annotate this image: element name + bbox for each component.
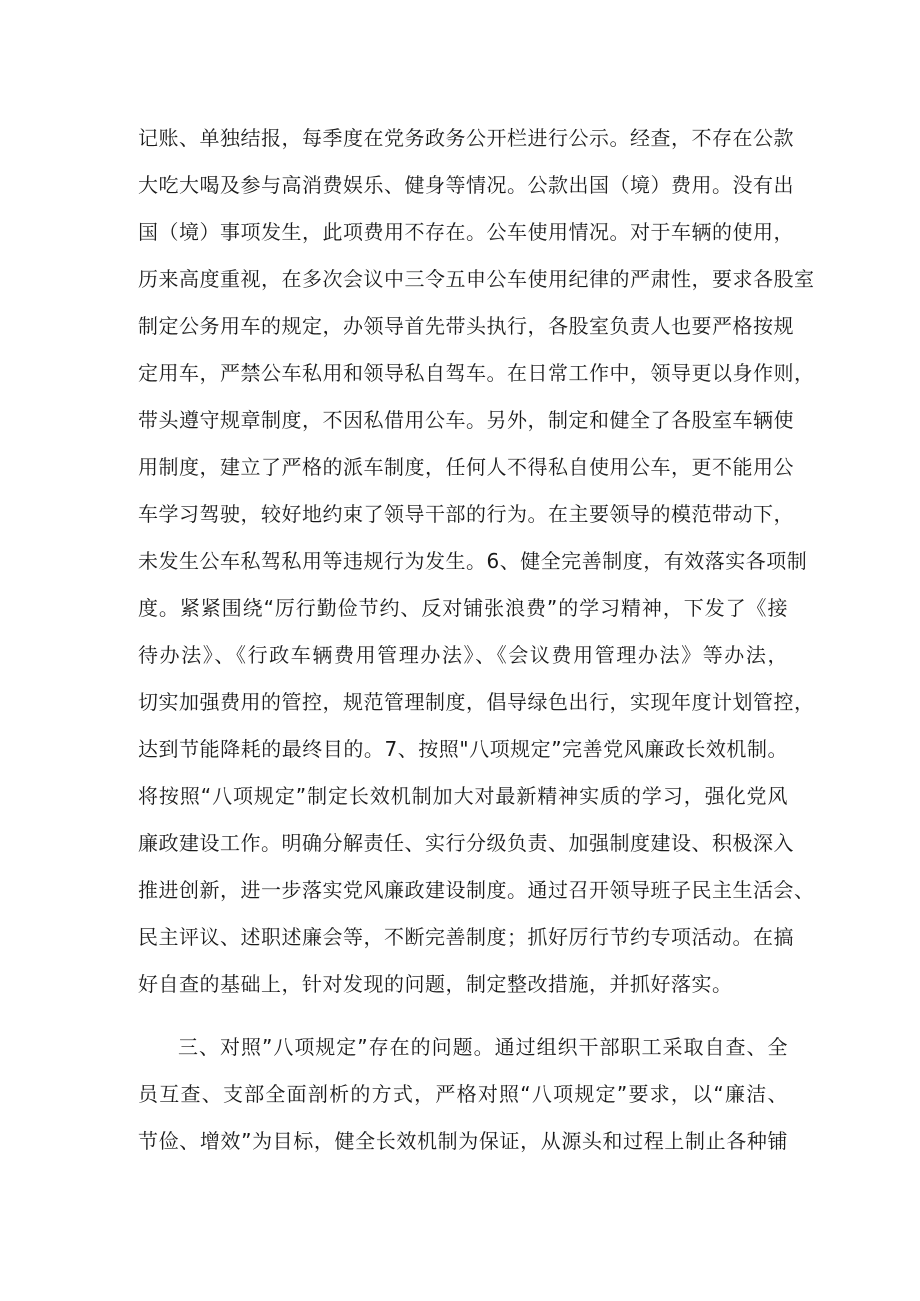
paragraph-1-line: 定用车，严禁公车私用和领导私自驾车。在日常工作中，领导更以身作则，: [138, 361, 815, 385]
paragraph-2-first-line: 三、对照”八项规定”存在的问题。通过组织干部职工采取自查、全: [178, 1035, 788, 1059]
paragraph-1-line: 度。紧紧围绕“厉行勤俭节约、反对铺张浪费”的学习精神，下发了《接: [138, 596, 788, 620]
paragraph-2-line: 节俭、增效”为目标，健全长效机制为保证，从源头和过程上制止各种铺: [138, 1129, 788, 1153]
paragraph-1-line: 用制度，建立了严格的派车制度，任何人不得私自使用公车，更不能用公: [138, 455, 794, 479]
paragraph-1-line: 将按照“八项规定”制定长效机制加大对最新精神实质的学习，强化党风: [138, 784, 788, 808]
paragraph-1-line: 车学习驾驶，较好地约束了领导干部的行为。在主要领导的模范带动下，: [138, 502, 794, 526]
paragraph-1-line: 记账、单独结报，每季度在党务政务公开栏进行公示。经查，不存在公款: [138, 126, 794, 150]
paragraph-1-line: 历来高度重视，在多次会议中三令五申公车使用纪律的严肃性，要求各股室: [138, 267, 815, 291]
paragraph-1-line: 廉政建设工作。明确分解责任、实行分级负责、加强制度建设、积极深入: [138, 831, 794, 855]
paragraph-1-line: 推进创新，进一步落实党风廉政建设制度。通过召开领导班子民主生活会、: [138, 878, 815, 902]
paragraph-1-line: 国（境）事项发生，此项费用不存在。公车使用情况。对于车辆的使用，: [138, 220, 794, 244]
paragraph-1-line: 切实加强费用的管控，规范管理制度，倡导绿色出行，实现年度计划管控，: [138, 690, 815, 714]
paragraph-1-last-line: 好自查的基础上，针对发现的问题，制定整改措施，并抓好落实。: [138, 972, 733, 996]
paragraph-2-line: 员互查、支部全面剖析的方式，严格对照“八项规定”要求，以“廉洁、: [138, 1082, 788, 1106]
paragraph-1-line: 民主评议、述职述廉会等，不断完善制度；抓好厉行节约专项活动。在搞: [138, 925, 794, 949]
paragraph-1-line: 达到节能降耗的最终目的。7、按照"八项规定”完善党风廉政长效机制。: [138, 737, 788, 761]
paragraph-1-line: 带头遵守规章制度，不因私借用公车。另外，制定和健全了各股室车辆使: [138, 408, 794, 432]
paragraph-1-line: 待办法》、《行政车辆费用管理办法》、《会议费用管理办法》等办法，: [138, 643, 788, 667]
paragraph-1-line: 大吃大喝及参与高消费娱乐、健身等情况。公款出国（境）费用。没有出: [138, 173, 794, 197]
paragraph-1-line: 制定公务用车的规定，办领导首先带头执行，各股室负责人也要严格按规: [138, 314, 794, 338]
paragraph-1-line: 未发生公车私驾私用等违规行为发生。6、健全完善制度，有效落实各项制: [138, 549, 808, 573]
